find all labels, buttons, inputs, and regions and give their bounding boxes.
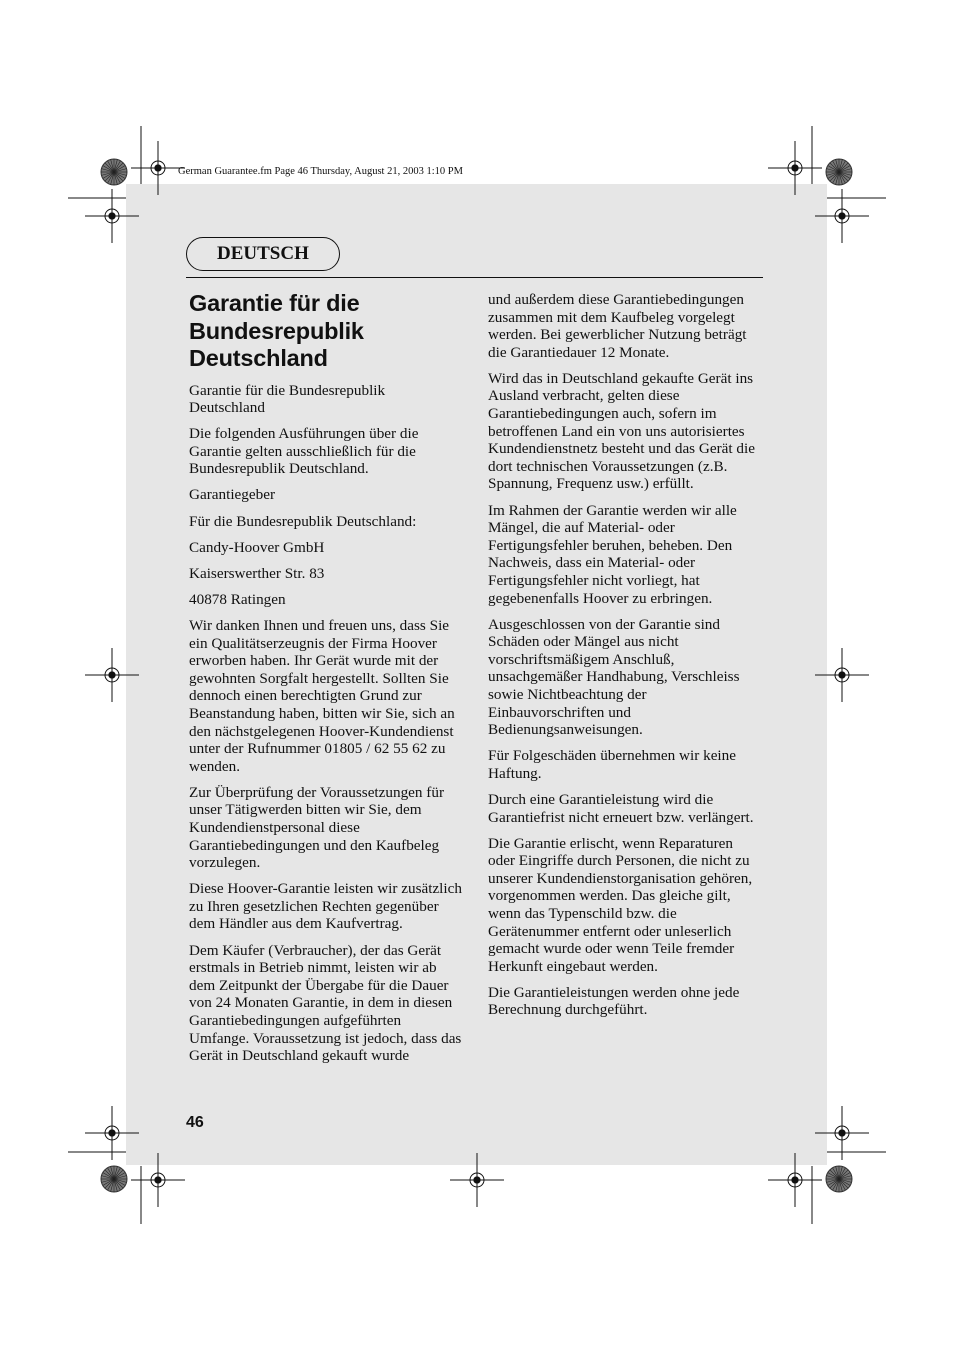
paragraph: Ausgeschlossen von der Garantie sind Schäden oder Mängel aus nicht vorschriftsmäßigem Anschluß, unsachgemäßer Handhabung, Verschleiss sowie Nichtbeachtung der Einbauvorschriften und Bedienungsanweisungen. — [488, 615, 740, 739]
paragraph: Die Garantie erlischt, wenn Reparaturen oder Eingriffe durch Personen, die nicht zu unserer Kundendienstorganisation gehören, vorgenommen werden. Das gleiche gilt, wenn das Typenschild bzw. die Gerätenummer entfernt oder unleserlich gemacht wurde oder wenn Teile fremder Herkunft eingebaut werden. — [488, 834, 753, 975]
print-slug: German Guarantee.fm Page 46 Thursday, August 21, 2003 1:10 PM — [178, 166, 463, 177]
paragraph: 40878 Ratingen — [189, 590, 286, 608]
paragraph: Candy-Hoover GmbH — [189, 538, 325, 556]
paragraph: Die folgenden Ausführungen über die Garantie gelten ausschließlich für die Bundesrepublik Deutschland. — [189, 425, 419, 478]
paragraph: Wir danken Ihnen und freuen uns, dass Sie ein Qualitätserzeugnis der Firma Hoover erworben haben. Ihr Gerät wurde mit der gewohnten Sorgfalt hergestellt. Sollten Sie dennoch einen berechtigten Grund zur Beanstandung haben, bitten wir Sie, sich an den nächstgelegenen Hoover-Kundendienst unter der Rufnummer 01805 / 62 55 62 zu wenden. — [189, 616, 455, 775]
paragraph: Garantiegeber — [189, 486, 276, 504]
paragraph: Zur Überprüfung der Voraussetzungen für unser Tätigwerden bitten wir Sie, dem Kundendienstpersonal diese Garantiebedingungen und den Kaufbeleg vorzulegen. — [189, 783, 445, 872]
left-column — [189, 290, 464, 1073]
page-title: Garantie für die Bundesrepublik Deutschland — [189, 290, 364, 371]
paragraph: Im Rahmen der Garantie werden wir alle Mängel, die auf Material- oder Fertigungsfehler beruhen, beheben. Den Nachweis, dass ein Material- oder Fertigungsfehler nicht vorliegt, hat gegebenenfalls Hoover zu erbringen. — [488, 501, 737, 607]
right-column — [488, 291, 763, 1028]
header-rule — [186, 277, 763, 278]
star-target-icon — [826, 159, 852, 185]
star-target-icon — [101, 1166, 127, 1192]
language-tab: DEUTSCH — [186, 237, 340, 271]
paragraph: und außerdem diese Garantiebedingungen zusammen mit dem Kaufbeleg vorgelegt werden. Bei gewerblicher Nutzung beträgt die Garantiedauer 12 Monate. — [488, 291, 747, 361]
paragraph: Kaiserswerther Str. 83 — [189, 564, 325, 582]
paragraph: Für die Bundesrepublik Deutschland: — [189, 512, 417, 530]
star-target-icon — [826, 1166, 852, 1192]
paragraph: Garantie für die Bundesrepublik Deutschland — [189, 381, 386, 417]
paragraph: Diese Hoover-Garantie leisten wir zusätzlich zu Ihren gesetzlichen Rechten gegenüber dem Händler aus dem Kaufvertrag. — [189, 880, 462, 933]
star-target-icon — [101, 159, 127, 185]
page-number: 46 — [186, 1114, 204, 1131]
paragraph: Die Garantieleistungen werden ohne jede Berechnung durchgeführt. — [488, 983, 740, 1019]
paragraph: Wird das in Deutschland gekaufte Gerät ins Ausland verbracht, gelten diese Garantiebedingungen auch, sofern im betroffenen Land ein von uns autorisiertes Kundendienstnetz besteht und das Gerät die dort technischen Voraussetzungen (z.B. Spannung, Frequenz usw.) erfüllt. — [488, 369, 755, 493]
paragraph: Dem Käufer (Verbraucher), der das Gerät erstmals in Betrieb nimmt, leisten wir ab dem Zeitpunkt der Übergabe für die Dauer von 24 Monaten Garantie, in dem in diesen Garantiebedingungen aufgeführten Umfange. Voraussetzung ist jedoch, dass das Gerät in Deutschland gekauft wurde — [189, 941, 462, 1065]
paragraph: Für Folgeschäden übernehmen wir keine Haftung. — [488, 747, 736, 782]
paragraph: Durch eine Garantieleistung wird die Garantiefrist nicht erneuert bzw. verlängert. — [488, 790, 754, 826]
